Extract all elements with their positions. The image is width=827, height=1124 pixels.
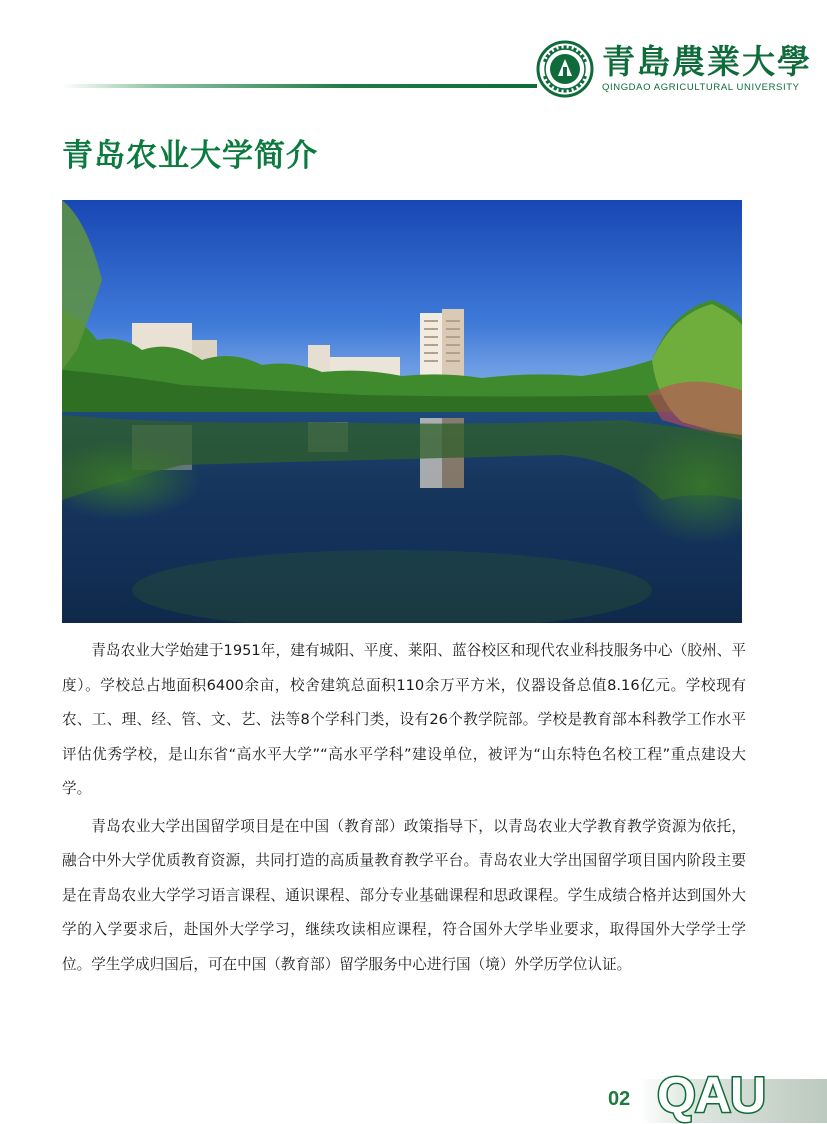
body-text: [62, 634, 746, 982]
campus-lake-photo: [62, 200, 742, 623]
university-logo: [536, 38, 812, 100]
intro-paragraph: 青岛农业大学始建于1951年，建有城阳、平度、莱阳、蓝谷校区和现代农业科技服务中心（胶州、平度）。学校总占地面积6400余亩，校舍建筑总面积110余万平方米，仪器设备总值8.16亿元。学校现有农、工、理、经、管、文、艺、法等8个学科门类，设有26个教学院部。学校是教育部本科教学工作水平评估优秀学校，是山东省“高水平大学”“高水平学科”建设单位，被评为“山东特色名校工程”重点建设大学。: [62, 642, 746, 797]
header-divider: [62, 84, 537, 88]
university-seal-icon: [536, 40, 594, 98]
logo-chinese-name: 青島農業大學: [602, 42, 812, 81]
page-number: 02: [608, 1088, 631, 1110]
study-abroad-paragraph: 青岛农业大学出国留学项目是在中国（教育部）政策指导下，以青岛农业大学教育教学资源为依托，融合中外大学优质教育资源，共同打造的高质量教育教学平台。青岛农业大学出国留学项目国内阶段主要是在青岛农业大学学习语言课程、通识课程、部分专业基础课程和思政课程。学生成绩合格并达到国外大学的入学要求后，赴国外大学学习，继续攻读相应课程，符合国外大学毕业要求，取得国外大学学士学位。学生学成归国后，可在中国（教育部）留学服务中心进行国（境）外学历学位认证。: [62, 817, 746, 973]
logo-english-name: QINGDAO AGRICULTURAL UNIVERSITY: [602, 82, 800, 93]
footer-brand-logo: QAU: [657, 1067, 766, 1123]
page-title: 青岛农业大学简介: [62, 138, 318, 174]
